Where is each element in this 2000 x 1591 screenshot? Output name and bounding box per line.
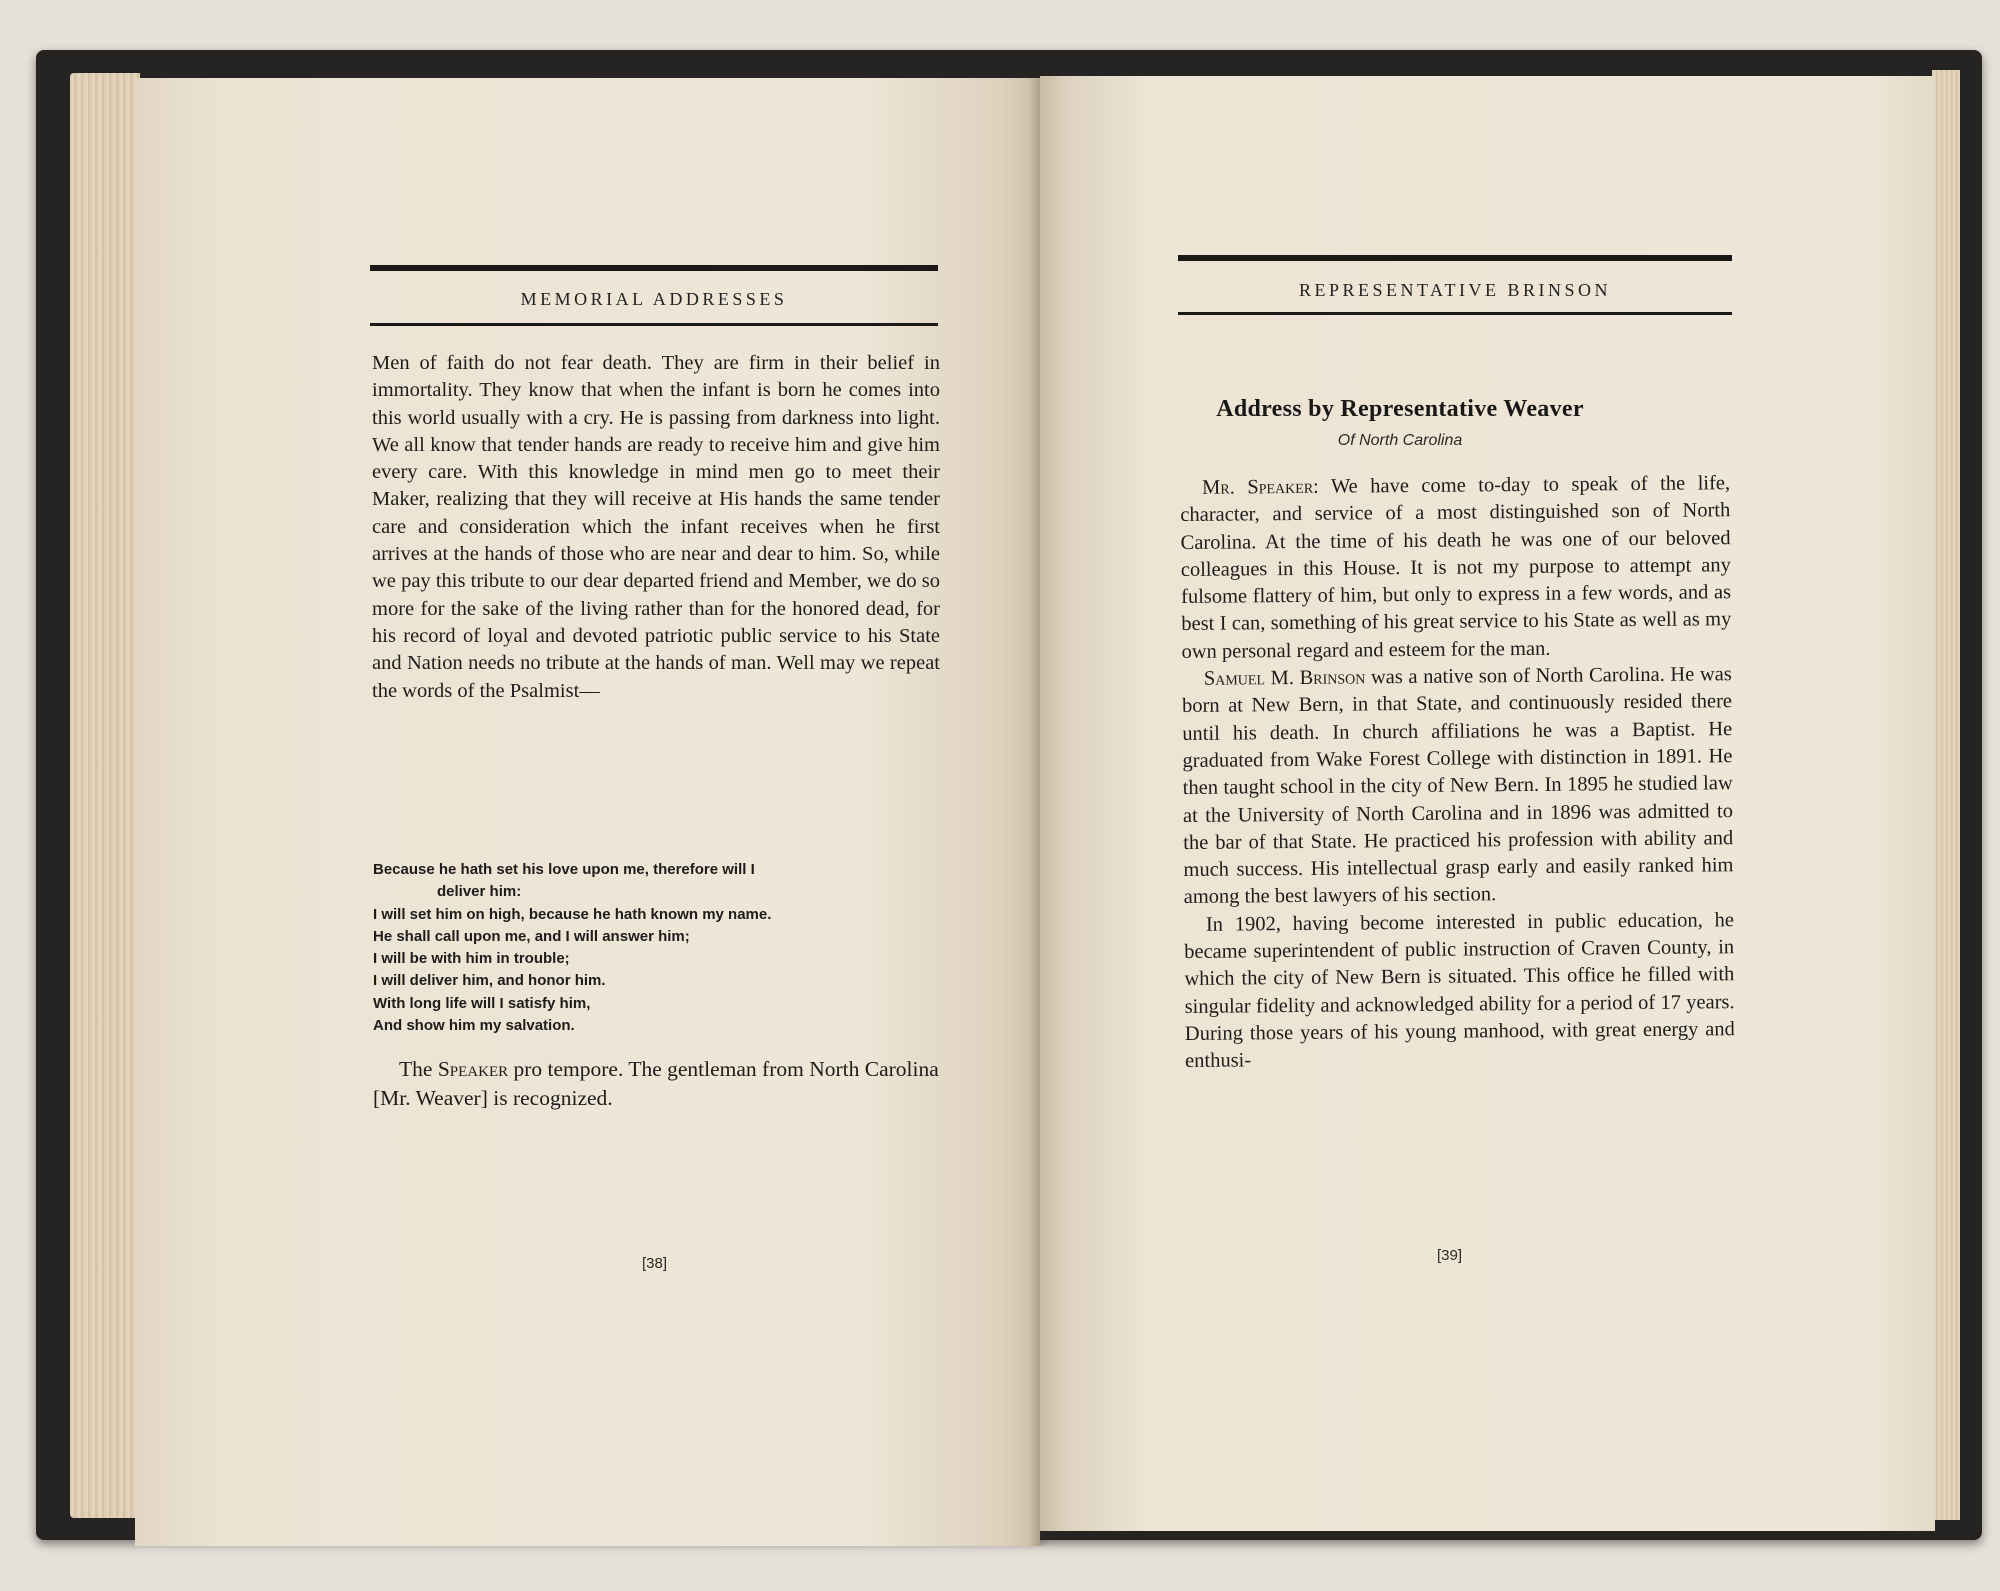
left-header-rule-top	[370, 265, 938, 271]
right-header-rule-top	[1178, 255, 1732, 261]
right-paragraph-1: Mr. Speaker: We have come to-day to speak of the life, character, and service of a most distinguished son of North Carolina. At the time of his death he was one of our beloved colleagues in this House. It is not my purpose to attempt any fulsome flattery of him, but only to express in a few words, and as best I can, something of his great service to his State as well as my own personal regard and esteem for the man.	[1180, 472, 1732, 663]
right-page-number: [39]	[1437, 1247, 1463, 1264]
verse-line: I will deliver him, and honor him.	[373, 972, 606, 990]
psalm-verse	[373, 859, 943, 1037]
verse-line: With long life will I satisfy him,	[373, 994, 591, 1012]
right-running-head: REPRESENTATIVE BRINSON	[1298, 280, 1612, 300]
page-edges-right	[1932, 70, 1960, 1520]
verse-line: And show him my salvation.	[373, 1017, 575, 1035]
verse-line: deliver him:	[437, 883, 522, 901]
left-page-number: [38]	[642, 1255, 668, 1272]
address-subtitle: Of North Carolina	[1337, 432, 1463, 449]
left-body-paragraph	[372, 350, 940, 705]
address-title: Address by Representative Weaver	[1216, 396, 1584, 422]
verse-line: Because he hath set his love upon me, therefore will I	[373, 861, 755, 878]
right-body-text	[1180, 470, 1735, 1075]
page-edges-left	[70, 73, 140, 1518]
right-header-rule-bottom	[1178, 312, 1732, 315]
verse-line: I will set him on high, because he hath known my name.	[373, 905, 772, 923]
verse-line: He shall call upon me, and I will answer him;	[373, 927, 690, 945]
paragraph-lead: Samuel M. Brinson	[1203, 666, 1366, 690]
left-running-head: MEMORIAL ADDRESSES	[520, 289, 788, 309]
verse-line: I will be with him in trouble;	[373, 950, 570, 968]
right-paragraph-2: Samuel M. Brinson was a native son of North Carolina. He was born at New Bern, in that State, and continuously resided there until his death. In church affiliations he was a Baptist. He graduated from Wake Forest College with distinction in 1891. He then taught school in the city of New Bern. In 1895 he studied law at the University of North Carolina and in 1896 was admitted to the bar of that State. He practiced his profession with ability and much success. His intellectual grasp early and easily ranked him among the best lawyers of his section.	[1181, 663, 1734, 909]
speaker-label: Speaker	[437, 1057, 509, 1081]
left-header-rule-bottom	[370, 323, 938, 326]
paragraph-lead: Mr. Speaker:	[1202, 475, 1319, 499]
speaker-recognition: The Speaker pro tempore. The gentleman from North Carolina [Mr. Weaver] is recognized.	[373, 1057, 939, 1110]
right-paragraph-3: In 1902, having become interested in public education, he became superintendent of public instruction of Craven County, in which the city of New Bern is situated. This office he filled with singular fidelity and acknowledged ability for a period of 17 years. During those years of his young manhood, with great energy and enthusi-	[1184, 908, 1735, 1073]
left-paragraph-text: Men of faith do not fear death. They are firm in their belief in immortality. They know that when the infant is born he comes into this world usually with a cry. He is passing from darkness into light. We all know that tender hands are ready to receive him and give him every care. With this knowledge in mind men go to meet their Maker, realizing that they will receive at His hands the same tender care and consideration which the infant receives when he first arrives at the hands of those who are near and dear to him. So, while we pay this tribute to our dear departed friend and Member, we do so more for the sake of the living rather than for the honored dead, for his record of loyal and devoted patriotic public service to his State and Nation needs no tribute at the hands of man. Well may we repeat the words of the Psalmist—	[372, 352, 940, 702]
